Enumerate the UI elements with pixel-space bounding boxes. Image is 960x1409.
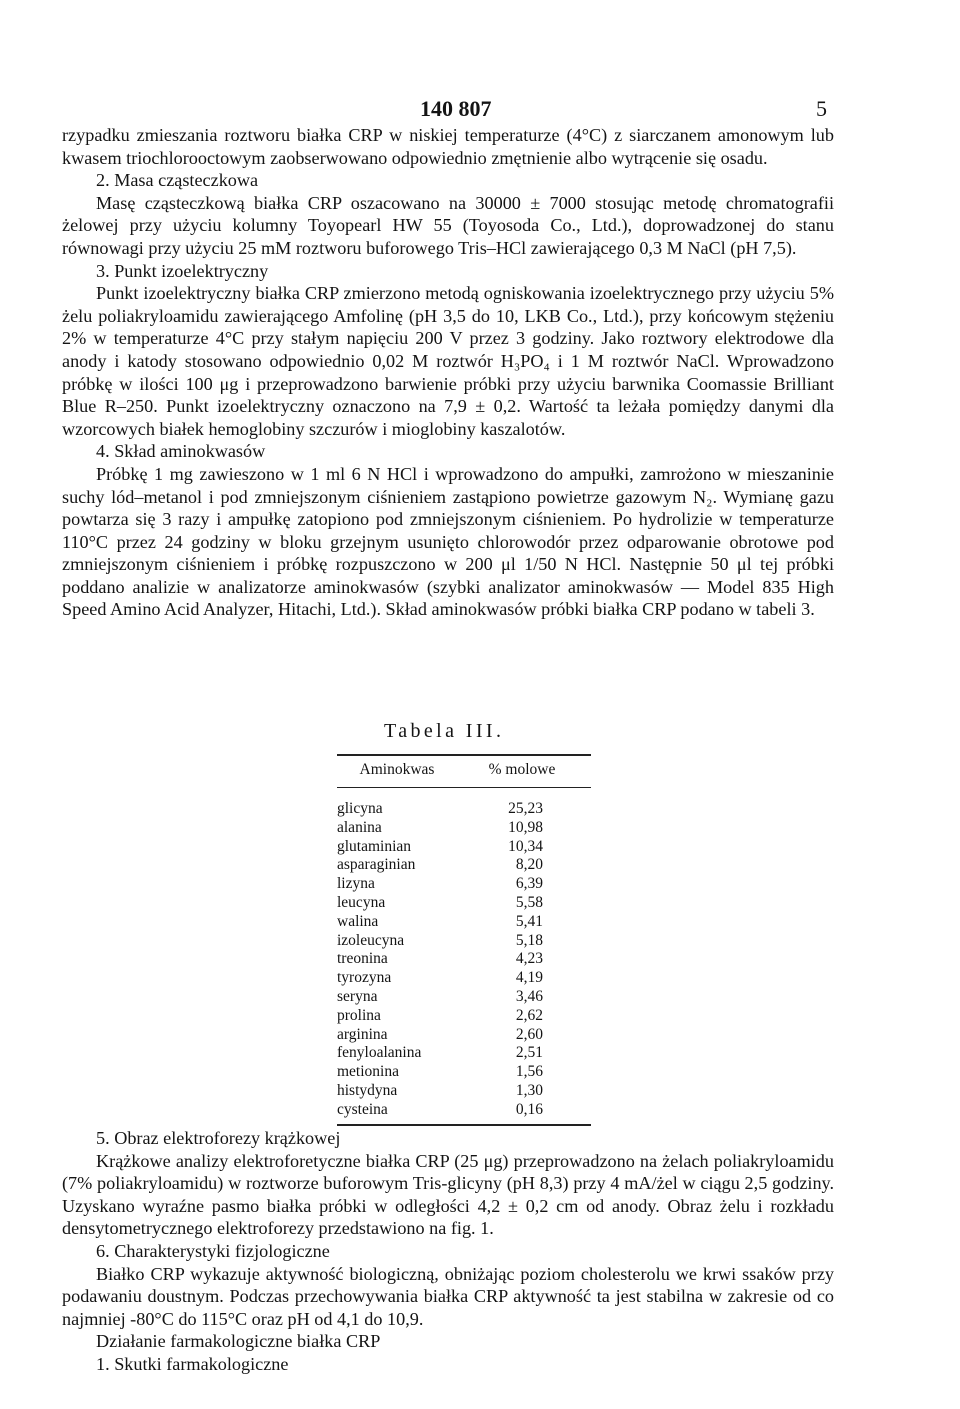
paragraph: Próbkę 1 mg zawieszono w 1 ml 6 N HCl i wprowadzono do ampułki, zamrożono w mieszaninie suchy lód–metanol i pod zmniejszonym ciśnieniem zastąpiono powietrze gazowym N₂. Wymianę gazu powtarza się 3 razy i ampułkę zatopiono pod zmniejszonym ciśnieniem. Po hydrolizie w temperaturze 110°C przez 24 godziny w bloku grzejnym usunięto chlorowodór przez odparowanie obrotowe pod zmniejszonym ciśnieniem i próbkę rozpuszczono w 200 μl 1/50 N HCl. Następnie 50 μl tej próbki poddano analizie w analizatorze aminokwasów (szybki analizator aminokwasów — Model 835 High Speed Amino Acid Analyzer, Hitachi, Ltd.). Skład aminokwasów próbki białka CRP podano w tabeli 3. — [62, 463, 834, 620]
amino-acid-name: arginina — [337, 1025, 388, 1043]
molar-percent-value: 2,51 — [515, 1044, 543, 1062]
molar-percent-value: 4,19 — [515, 969, 543, 987]
table-row — [337, 950, 591, 969]
section-heading: 2. Masa cząsteczkowa — [96, 170, 259, 191]
table-bottom-rule — [337, 1124, 591, 1126]
section-heading: 3. Punkt izoelektryczny — [96, 260, 269, 281]
molar-percent-value: 2,62 — [515, 1006, 543, 1024]
column-header-aminokwas: Aminokwas — [359, 761, 435, 778]
table-row — [337, 1026, 591, 1045]
table-row — [337, 875, 591, 894]
table-row — [337, 1063, 591, 1082]
table-body — [337, 788, 591, 1124]
molar-percent-value: 10,34 — [508, 837, 543, 855]
amino-acid-name: metionina — [337, 1063, 399, 1081]
amino-acid-name: lizyna — [337, 875, 375, 893]
patent-number: 140 807 — [420, 96, 492, 121]
amino-acid-name: alanina — [337, 818, 382, 836]
molar-percent-value: 2,60 — [515, 1025, 543, 1043]
body-text-top — [62, 124, 834, 621]
molar-percent-value: 1,56 — [515, 1063, 543, 1081]
molar-percent-value: 3,46 — [515, 987, 543, 1005]
molar-percent-value: 6,39 — [515, 875, 543, 893]
amino-acid-name: fenyloalanina — [337, 1044, 422, 1062]
molar-percent-value: 5,41 — [515, 912, 543, 930]
amino-acid-name: tyrozyna — [337, 969, 392, 987]
table-header-row — [337, 756, 591, 784]
molar-percent-value: 4,23 — [515, 950, 543, 968]
paragraph: Białko CRP wykazuje aktywność biologiczną, obniżając poziom cholesterolu we krwi ssaków przy podawaniu doustnym. Podczas przechowywania białka CRP aktywność ta jest stabilna w zakresie od co najmniej -80°C do 115°C oraz pH od 4,1 do 10,9. — [62, 1263, 834, 1329]
paragraph: rzypadku zmieszania roztworu białka CRP w niskiej temperaturze (4°C) z siarczanem amonowym lub kwasem triochlorooctowym zaobserwowano odpowiednio zmętnienie albo wytrącenie się osadu. — [62, 125, 834, 168]
page-header — [0, 96, 960, 126]
amino-acid-name: cysteina — [337, 1100, 388, 1118]
table-row — [337, 819, 591, 838]
table-row — [337, 988, 591, 1007]
molar-percent-value: 8,20 — [515, 856, 543, 874]
amino-acid-name: glicyna — [337, 800, 383, 817]
amino-acid-name: glutaminian — [337, 837, 412, 855]
table-title: Tabela III. — [384, 720, 505, 742]
molar-percent-value: 5,58 — [515, 893, 543, 911]
body-text-bottom — [62, 1127, 834, 1376]
table-row — [337, 1101, 591, 1120]
amino-acid-name: asparaginian — [337, 856, 416, 874]
amino-acid-name: seryna — [337, 987, 378, 1005]
table-row — [337, 800, 591, 819]
molar-percent-value: 10,98 — [508, 818, 543, 836]
table-row — [337, 932, 591, 951]
amino-acid-name: histydyna — [337, 1081, 398, 1099]
table-row — [337, 1007, 591, 1026]
paragraph: Masę cząsteczkową białka CRP oszacowano na 30000 ± 7000 stosując metodę chromatografii żelowej przy użyciu kolumny Toyopearl HW 55 (Toyosoda Co., Ltd.), doprowadzonej do stanu równowagi przy użyciu 25 mM roztworu buforowego Tris–HCl zawierającego 0,3 M NaCl (pH 7,5). — [62, 192, 834, 258]
section-heading: 4. Skład aminokwasów — [96, 441, 266, 462]
amino-acid-name: leucyna — [337, 893, 386, 911]
section-heading: 1. Skutki farmakologiczne — [96, 1353, 289, 1374]
table-row — [337, 838, 591, 857]
molar-percent-value: 25,23 — [508, 800, 543, 817]
molar-percent-value: 1,30 — [515, 1081, 543, 1099]
molar-percent-value: 5,18 — [515, 931, 543, 949]
amino-acid-table — [337, 754, 591, 1126]
section-heading: Działanie farmakologiczne białka CRP — [96, 1331, 381, 1352]
table-row — [337, 969, 591, 988]
paragraph: Punkt izoelektryczny białka CRP zmierzono metodą ogniskowania izoelektrycznego przy użyciu 5% żelu poliakryloamidu zawierającego Amfolinę (pH 3,5 do 10, LKB Co., Ltd.), przy końcowym stężeniu 2% w temperaturze 4°C przy stałym napięciu 200 V przez 3 godziny. Jako roztwory elektrodowe dla anody i katody stosowano odpowiednio 0,02 M roztwór H₃PO₄ i 1 M roztwór NaCl. Wprowadzono próbkę w ilości 100 μg i przeprowadzono barwienie próbki przy użyciu barwnika Coomassie Brilliant Blue R–250. Punkt izoelektryczny oznaczono na 7,9 ± 0,2. Wartość ta leżała pomiędzy danymi dla wzorcowych białek hemoglobiny szczurów i mioglobiny kaszalotów. — [62, 283, 834, 439]
section-heading: 5. Obraz elektroforezy krążkowej — [96, 1128, 341, 1148]
page-index: 5 — [816, 96, 827, 121]
column-header-molar-percent: % molowe — [488, 761, 556, 778]
amino-acid-name: izoleucyna — [337, 931, 405, 949]
table-row — [337, 913, 591, 932]
table-row — [337, 1082, 591, 1101]
paragraph: Krążkowe analizy elektroforetyczne białka CRP (25 μg) przeprowadzono na żelach poliakryloamidu (7% poliakryloamidu) w roztworze buforowym Tris-glicyny (pH 8,3) przy 4 mA/żel w ciągu 2,5 godziny. Uzyskano wyraźne pasmo białka próbki w odległości 4,2 ± 0,2 cm od anody. Obraz żelu i rozkładu densytometrycznego elektroforezy przedstawiono na fig. 1. — [62, 1150, 834, 1239]
section-heading: 6. Charakterystyki fizjologiczne — [96, 1240, 330, 1261]
amino-acid-name: treonina — [337, 950, 388, 968]
amino-acid-name: walina — [337, 912, 379, 930]
table-row — [337, 1044, 591, 1063]
table-row — [337, 856, 591, 875]
amino-acid-name: prolina — [337, 1006, 381, 1024]
table-row — [337, 894, 591, 913]
molar-percent-value: 0,16 — [515, 1100, 543, 1118]
